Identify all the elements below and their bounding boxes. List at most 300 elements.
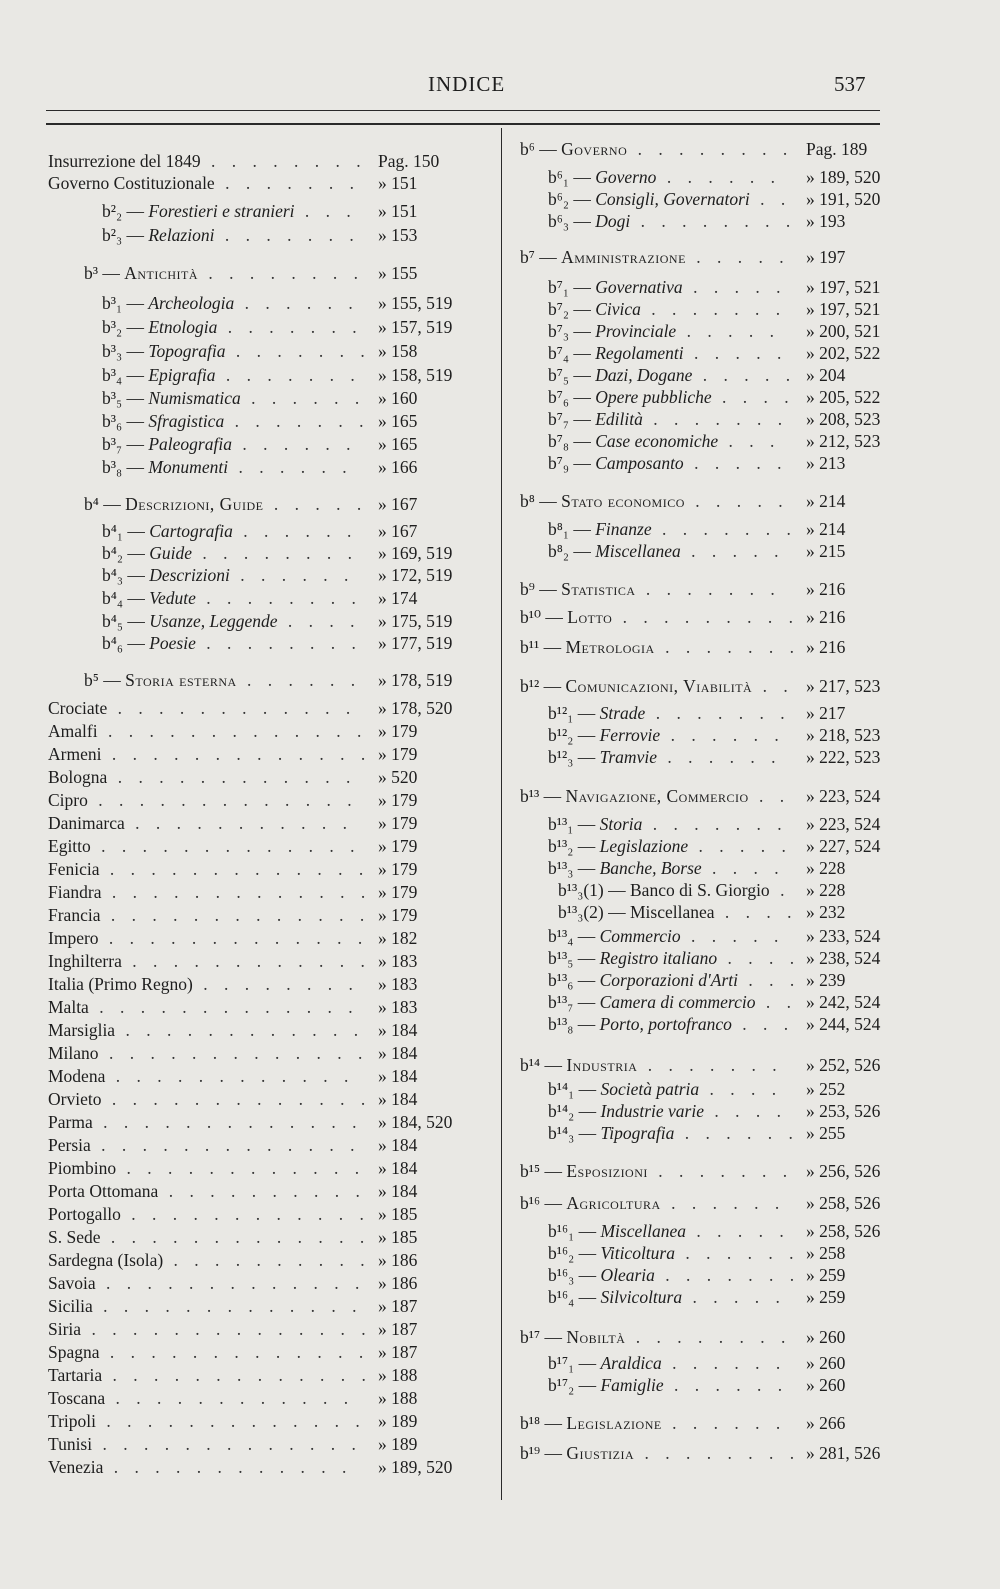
leader-dots: . . . . . . . . . . . . .	[92, 1112, 363, 1132]
leader-dots: . . . . . . . .	[195, 588, 362, 608]
leader-dots: . . . .	[714, 902, 798, 922]
entry-name: Paleografia	[148, 434, 232, 454]
entry-label	[548, 991, 797, 1013]
entry-dash: —	[98, 670, 126, 690]
entry-dash: —	[573, 948, 600, 968]
entry-name: Statistica	[561, 579, 636, 599]
entry-name: Portogallo	[48, 1204, 121, 1224]
entry-label	[548, 408, 788, 430]
entry-code: b³₆	[102, 411, 123, 431]
running-head-title: INDICE	[428, 72, 506, 96]
entry-page-ref: » 189	[378, 1411, 418, 1431]
entry-name: Camposanto	[595, 453, 684, 473]
entry-code: b¹³₈	[548, 1014, 574, 1034]
entry-label	[520, 578, 781, 600]
entry-name: Marsiglia	[48, 1020, 116, 1040]
leader-dots: . . . . . .	[660, 1193, 786, 1213]
entry-code: b³₈	[102, 457, 123, 477]
entry-label	[520, 1412, 786, 1434]
leader-dots: . . . . . . .	[645, 703, 791, 723]
entry-name: Topografia	[148, 341, 226, 361]
entry-page-ref: » 216	[806, 607, 846, 627]
entry-name: Epigrafia	[148, 365, 216, 385]
entry-code: b⁶₂	[548, 189, 569, 209]
entry-dash: —	[573, 836, 600, 856]
entry-page-ref: » 197	[806, 247, 846, 267]
entry-page-ref: » 197, 521	[806, 299, 881, 319]
leader-dots: . . . . .	[683, 453, 788, 473]
entry-dash: —	[540, 1327, 567, 1347]
entry-code: b¹⁶	[520, 1193, 541, 1213]
entry-dash: —	[603, 880, 630, 900]
entry-page-ref: » 184	[378, 1158, 418, 1178]
leader-dots: . . . . . .	[228, 457, 353, 477]
leader-dots: . . . . . .	[661, 1353, 787, 1373]
entry-name: Ferrovie	[599, 725, 661, 745]
leader-dots: . . . . . . .	[214, 173, 360, 193]
entry-page-ref: » 184	[378, 1089, 418, 1109]
entry-label	[548, 702, 791, 724]
entry-dash: —	[539, 676, 566, 696]
entry-page-ref: » 216	[806, 579, 846, 599]
entry-name: Sicilia	[48, 1296, 93, 1316]
leader-dots: . . . . . . . . . . . .	[115, 1020, 365, 1040]
leader-dots: . . . .	[703, 1101, 787, 1121]
entry-dash: —	[122, 457, 149, 477]
leader-dots: .	[769, 880, 791, 900]
entry-name: Usanze, Leggende	[149, 611, 278, 631]
leader-dots: . . . . . . .	[642, 409, 789, 429]
entry-code: b³₇	[102, 434, 123, 454]
entry-page-ref: » 179	[378, 744, 418, 764]
entry-label	[548, 540, 784, 562]
entry-code: b⁸	[520, 491, 535, 511]
entry-page-ref: » 212, 523	[806, 431, 881, 451]
leader-dots: . . . . . .	[656, 747, 782, 767]
entry-code: b¹⁴	[520, 1055, 541, 1075]
leader-dots: . . . . . . . . . . .	[124, 813, 354, 833]
entry-page-ref: » 218, 523	[806, 725, 881, 745]
leader-dots: . . . . .	[685, 247, 790, 267]
entry-page-ref: » 184	[378, 1066, 418, 1086]
entry-name: Metrologia	[565, 637, 655, 657]
entry-name: Silvicoltura	[600, 1287, 683, 1307]
entry-code: b⁸₁	[548, 519, 569, 539]
entry-code: b⁷₈	[548, 431, 569, 451]
entry-page-ref: » 188	[378, 1388, 418, 1408]
entry-page-ref: » 166	[378, 457, 418, 477]
entry-page-ref: » 216	[806, 637, 846, 657]
entry-label	[548, 746, 781, 768]
entry-page-ref: » 179	[378, 813, 418, 833]
leader-dots: . .	[748, 786, 791, 806]
leader-dots: . . . . . . . . . .	[163, 1250, 371, 1270]
entry-name: Piombino	[48, 1158, 117, 1178]
entry-dash: —	[573, 703, 600, 723]
entry-name: Monumenti	[148, 457, 229, 477]
entry-label	[520, 1442, 800, 1464]
entry-name: Società patria	[600, 1079, 700, 1099]
entry-label	[558, 901, 798, 923]
entry-code: b⁸₂	[548, 541, 569, 561]
leader-dots: . . . . . .	[231, 434, 357, 454]
entry-name: Tartaria	[48, 1365, 103, 1385]
entry-name: Esposizioni	[566, 1161, 648, 1181]
entry-code: b¹¹	[520, 637, 540, 657]
entry-page-ref: » 184	[378, 1020, 418, 1040]
entry-page-ref: » 158, 519	[378, 365, 453, 385]
entry-name: Amministrazione	[561, 247, 686, 267]
entry-name: Parma	[48, 1112, 93, 1132]
entry-dash: —	[568, 321, 596, 341]
entry-code: b⁴₅	[102, 611, 123, 631]
entry-label	[548, 947, 800, 969]
entry-page-ref: » 178, 520	[378, 698, 453, 718]
entry-code: b¹³₄	[548, 926, 574, 946]
leader-dots: . . . . .	[682, 277, 787, 297]
leader-dots: . . . .	[701, 858, 785, 878]
leader-dots: . .	[752, 676, 794, 696]
entry-name: Malta	[48, 997, 89, 1017]
entry-page-ref: » 208, 523	[806, 409, 881, 429]
entry-name: Porto, portofranco	[599, 1014, 732, 1034]
entry-dash: —	[568, 431, 596, 451]
entry-page-ref: » 178, 519	[378, 670, 453, 690]
entry-page-ref: » 205, 522	[806, 387, 881, 407]
entry-dash: —	[568, 211, 596, 231]
entry-name: Venezia	[48, 1457, 104, 1477]
leader-dots: . . . . .	[684, 491, 789, 511]
entry-code: b²₂	[102, 201, 123, 221]
entry-name: Impero	[48, 928, 99, 948]
leader-dots: . . . . . . . . . . . . .	[95, 1273, 366, 1293]
entry-name: Civica	[595, 299, 641, 319]
entry-name: Miscellanea	[630, 902, 715, 922]
leader-dots: . . . . . . . . . . . . .	[92, 1434, 362, 1454]
entry-dash: —	[574, 1265, 601, 1285]
entry-code: b¹⁰	[520, 607, 542, 627]
leader-dots: . . . . . . .	[647, 1161, 794, 1181]
entry-dash: —	[122, 317, 149, 337]
entry-page-ref: » 258, 526	[806, 1221, 881, 1241]
entry-dash: —	[122, 434, 149, 454]
entry-page-ref: » 253, 526	[806, 1101, 881, 1121]
entry-label	[520, 1160, 793, 1182]
entry-label	[548, 969, 800, 991]
leader-dots: . . . . . . .	[224, 411, 370, 431]
entry-label	[520, 490, 789, 512]
page-number: 537	[834, 72, 866, 96]
entry-code: b¹³₃(2)	[558, 902, 604, 922]
entry-dash: —	[122, 341, 149, 361]
entry-code: b¹²₃	[548, 747, 574, 767]
entry-name: Miscellanea	[595, 541, 681, 561]
entry-code: b¹⁵	[520, 1161, 541, 1181]
entry-name: Modena	[48, 1066, 106, 1086]
entry-name: Fiandra	[48, 882, 102, 902]
leader-dots: . . . . .	[692, 365, 797, 385]
entry-dash: —	[539, 786, 566, 806]
leader-dots: . . . . . . . .	[625, 1327, 792, 1347]
entry-name: Navigazione, Commercio	[565, 786, 749, 806]
entry-dash: —	[534, 579, 562, 599]
entry-name: Danimarca	[48, 813, 125, 833]
entry-name: S. Sede	[48, 1227, 101, 1247]
entry-label	[548, 430, 780, 452]
entry-label	[548, 1100, 787, 1122]
entry-name: Edilità	[595, 409, 643, 429]
entry-name: Banco di S. Giorgio	[630, 880, 770, 900]
entry-label	[548, 1264, 800, 1286]
entry-page-ref: » 260	[806, 1353, 846, 1373]
entry-dash: —	[122, 388, 149, 408]
entry-code: b⁷₇	[548, 409, 569, 429]
entry-dash: —	[574, 1101, 601, 1121]
entry-label	[548, 857, 785, 879]
entry-page-ref: » 239	[806, 970, 846, 990]
entry-dash: —	[540, 1161, 567, 1181]
entry-label	[548, 1013, 794, 1035]
entry-page-ref: » 155, 519	[378, 293, 453, 313]
entry-dash: —	[540, 1193, 567, 1213]
entry-name: Famiglie	[600, 1375, 664, 1395]
leader-dots: . . . . . .	[656, 167, 781, 187]
entry-name: Persia	[48, 1135, 91, 1155]
leader-dots: . . . . . .	[674, 1123, 799, 1143]
entry-name: Egitto	[48, 836, 91, 856]
leader-dots: . . . . . . .	[654, 637, 800, 657]
entry-code: b⁴₃	[102, 565, 123, 585]
leader-dots: . . . . . .	[232, 521, 358, 541]
leader-dots: . . . . . . . .	[630, 211, 797, 231]
entry-page-ref: » 258	[806, 1243, 846, 1263]
entry-label	[548, 342, 787, 364]
entry-dash: —	[573, 814, 600, 834]
entry-dash: —	[122, 365, 149, 385]
entry-name: Storia	[599, 814, 643, 834]
entry-code: b⁶	[520, 139, 535, 159]
entry-label	[558, 879, 790, 901]
entry-page-ref: » 184	[378, 1135, 418, 1155]
entry-page-ref: » 223, 524	[806, 814, 881, 834]
entry-dash: —	[573, 992, 600, 1012]
leader-dots: . . . . . . . . .	[612, 607, 799, 627]
entry-label	[548, 210, 796, 232]
entry-dash: —	[568, 409, 596, 429]
entry-page-ref: » 255	[806, 1123, 846, 1143]
leader-dots: . . . . . . . .	[191, 543, 358, 563]
leader-dots: . .	[749, 189, 792, 209]
entry-page-ref: » 214	[806, 519, 846, 539]
leader-dots: . . . . . . . . . . . . .	[88, 997, 359, 1017]
entry-page-ref: » 157, 519	[378, 317, 453, 337]
entry-code: b¹²₁	[548, 703, 574, 723]
entry-page-ref: » 259	[806, 1265, 846, 1285]
entry-name: Tunisi	[48, 1434, 93, 1454]
entry-name: Governativa	[595, 277, 683, 297]
leader-dots: . . . . . . . . . . . . . .	[81, 1319, 372, 1339]
entry-code: b¹⁴₃	[548, 1123, 575, 1143]
entry-page-ref: » 167	[378, 521, 418, 541]
entry-label	[548, 364, 796, 386]
leader-dots: . . . . . . . . . . . .	[103, 1457, 353, 1477]
entry-name: Registro italiano	[599, 948, 718, 968]
entry-dash: —	[568, 541, 596, 561]
entry-name: Tipografia	[600, 1123, 675, 1143]
entry-dash: —	[574, 1243, 601, 1263]
leader-dots: . . . . . . . . . . . . .	[102, 1365, 372, 1385]
entry-name: Toscana	[48, 1388, 106, 1408]
entry-name: Siria	[48, 1319, 82, 1339]
entry-code: b⁵	[84, 670, 99, 690]
entry-name: Lotto	[567, 607, 613, 627]
entry-dash: —	[568, 387, 596, 407]
entry-dash: —	[574, 1353, 601, 1373]
entry-code: b⁷₉	[548, 453, 569, 473]
entry-page-ref: » 233, 524	[806, 926, 881, 946]
entry-page-ref: » 183	[378, 997, 418, 1017]
entry-page-ref: » 223, 524	[806, 786, 881, 806]
leader-dots: . . . .	[277, 611, 361, 631]
entry-label	[548, 298, 786, 320]
leader-dots: . . . . . . .	[225, 341, 371, 361]
leader-dots: . . . . . . . . . . . . .	[101, 1089, 372, 1109]
leader-dots: . . . . .	[680, 926, 785, 946]
entry-name: Poesie	[149, 633, 196, 653]
leader-dots: . . . . . . . . . . . . .	[100, 905, 371, 925]
leader-dots: . . . . . . .	[217, 317, 363, 337]
entry-code: b⁹	[520, 579, 535, 599]
entry-page-ref: » 165	[378, 434, 418, 454]
entry-name: Viticoltura	[600, 1243, 675, 1263]
entry-page-ref: » 256, 526	[806, 1161, 881, 1181]
entry-page-ref: » 189, 520	[806, 167, 881, 187]
entry-label	[548, 166, 781, 188]
entry-code: b¹⁶₁	[548, 1221, 575, 1241]
entry-name: Nobiltà	[566, 1327, 626, 1347]
entry-name: Bologna	[48, 767, 108, 787]
entry-label	[548, 1078, 782, 1100]
leader-dots: . . .	[294, 201, 357, 221]
entry-page-ref: » 193	[806, 211, 846, 231]
entry-dash: —	[573, 858, 600, 878]
entry-code: b¹³₇	[548, 992, 574, 1012]
entry-name: Cipro	[48, 790, 88, 810]
entry-page-ref: » 153	[378, 225, 418, 245]
entry-page-ref: » 165	[378, 411, 418, 431]
leader-dots: . . . . .	[683, 343, 788, 363]
entry-page-ref: » 179	[378, 882, 418, 902]
entry-name: Case economiche	[595, 431, 719, 451]
leader-dots: . . . . . . . . . .	[158, 1181, 366, 1201]
leader-dots: . . . . . . . .	[200, 151, 367, 171]
entry-dash: —	[568, 299, 596, 319]
leader-dots: . . . . . . . . . . . .	[105, 1388, 355, 1408]
entry-name: Crociate	[48, 698, 108, 718]
entry-label	[548, 835, 792, 857]
entry-code: b¹³₃(1)	[558, 880, 604, 900]
entry-page-ref: » 189	[378, 1434, 418, 1454]
entry-code: b³₂	[102, 317, 123, 337]
entry-label	[548, 1242, 799, 1264]
entry-name: Giustizia	[566, 1443, 635, 1463]
entry-page-ref: » 169, 519	[378, 543, 453, 563]
leader-dots: . . . .	[699, 1079, 783, 1099]
leader-dots: . . . . . . . . . . . .	[105, 1066, 355, 1086]
entry-code: b³₃	[102, 341, 123, 361]
leader-dots: . . . .	[711, 387, 795, 407]
entry-dash: —	[574, 1221, 601, 1241]
entry-name: Dazi, Dogane	[595, 365, 693, 385]
entry-page-ref: » 222, 523	[806, 747, 881, 767]
entry-code: b¹⁶₃	[548, 1265, 575, 1285]
leader-dots: . . . . . . .	[215, 365, 361, 385]
entry-code: b²₃	[102, 225, 123, 245]
leader-dots: . . . .	[717, 948, 801, 968]
entry-name: Opere pubbliche	[595, 387, 712, 407]
entry-code: b¹³₁	[548, 814, 574, 834]
leader-dots: . . . . .	[682, 1287, 786, 1307]
entry-code: b¹²	[520, 676, 540, 696]
entry-label	[548, 1374, 788, 1396]
entry-name: Tripoli	[48, 1411, 96, 1431]
entry-page-ref: » 182	[378, 928, 418, 948]
entry-page-ref: » 204	[806, 365, 846, 385]
entry-name: Descrizioni, Guide	[125, 494, 264, 514]
leader-dots: . . . . . .	[234, 293, 359, 313]
entry-name: Insurrezione del 1849	[48, 151, 201, 171]
entry-dash: —	[574, 1375, 601, 1395]
entry-code: b³₅	[102, 388, 123, 408]
entry-page-ref: » 184	[378, 1043, 418, 1063]
entry-page-ref: » 187	[378, 1296, 418, 1316]
leader-dots: . . . . .	[685, 1221, 790, 1241]
entry-code: b⁴₄	[102, 588, 123, 608]
entry-dash: —	[540, 1055, 567, 1075]
entry-name: Porta Ottomana	[48, 1181, 159, 1201]
entry-code: b¹³₃	[548, 858, 574, 878]
entry-name: Consigli, Governatori	[595, 189, 750, 209]
entry-dash: —	[98, 494, 126, 514]
entry-name: Italia (Primo Regno)	[48, 974, 193, 994]
leader-dots: . . . . . . . .	[195, 633, 362, 653]
entry-name: Governo Costituzionale	[48, 173, 215, 193]
entry-page-ref: » 266	[806, 1413, 846, 1433]
entry-code: b¹⁷₁	[548, 1353, 575, 1373]
entry-page-ref: » 179	[378, 721, 418, 741]
leader-dots: . . . . . . .	[654, 1265, 801, 1285]
entry-name: Industrie varie	[600, 1101, 704, 1121]
entry-page-ref: » 151	[378, 173, 418, 193]
entry-name: Guide	[149, 543, 192, 563]
entry-code: b⁷₆	[548, 387, 569, 407]
entry-name: Tramvie	[599, 747, 657, 767]
entry-dash: —	[541, 607, 568, 627]
leader-dots: . . . . . .	[674, 1243, 800, 1263]
entry-page-ref: » 185	[378, 1227, 418, 1247]
entry-dash: —	[122, 611, 150, 631]
entry-label	[520, 636, 800, 658]
entry-name: Governo	[561, 139, 628, 159]
entry-page-ref: » 244, 524	[806, 1014, 881, 1034]
entry-code: b⁷	[520, 247, 535, 267]
leader-dots: . . . . . .	[236, 670, 362, 690]
entry-label	[520, 1192, 785, 1214]
entry-label	[548, 1352, 786, 1374]
entry-label	[548, 925, 784, 947]
entry-page-ref: » 520	[378, 767, 418, 787]
entry-page-ref: Pag. 189	[806, 139, 868, 159]
